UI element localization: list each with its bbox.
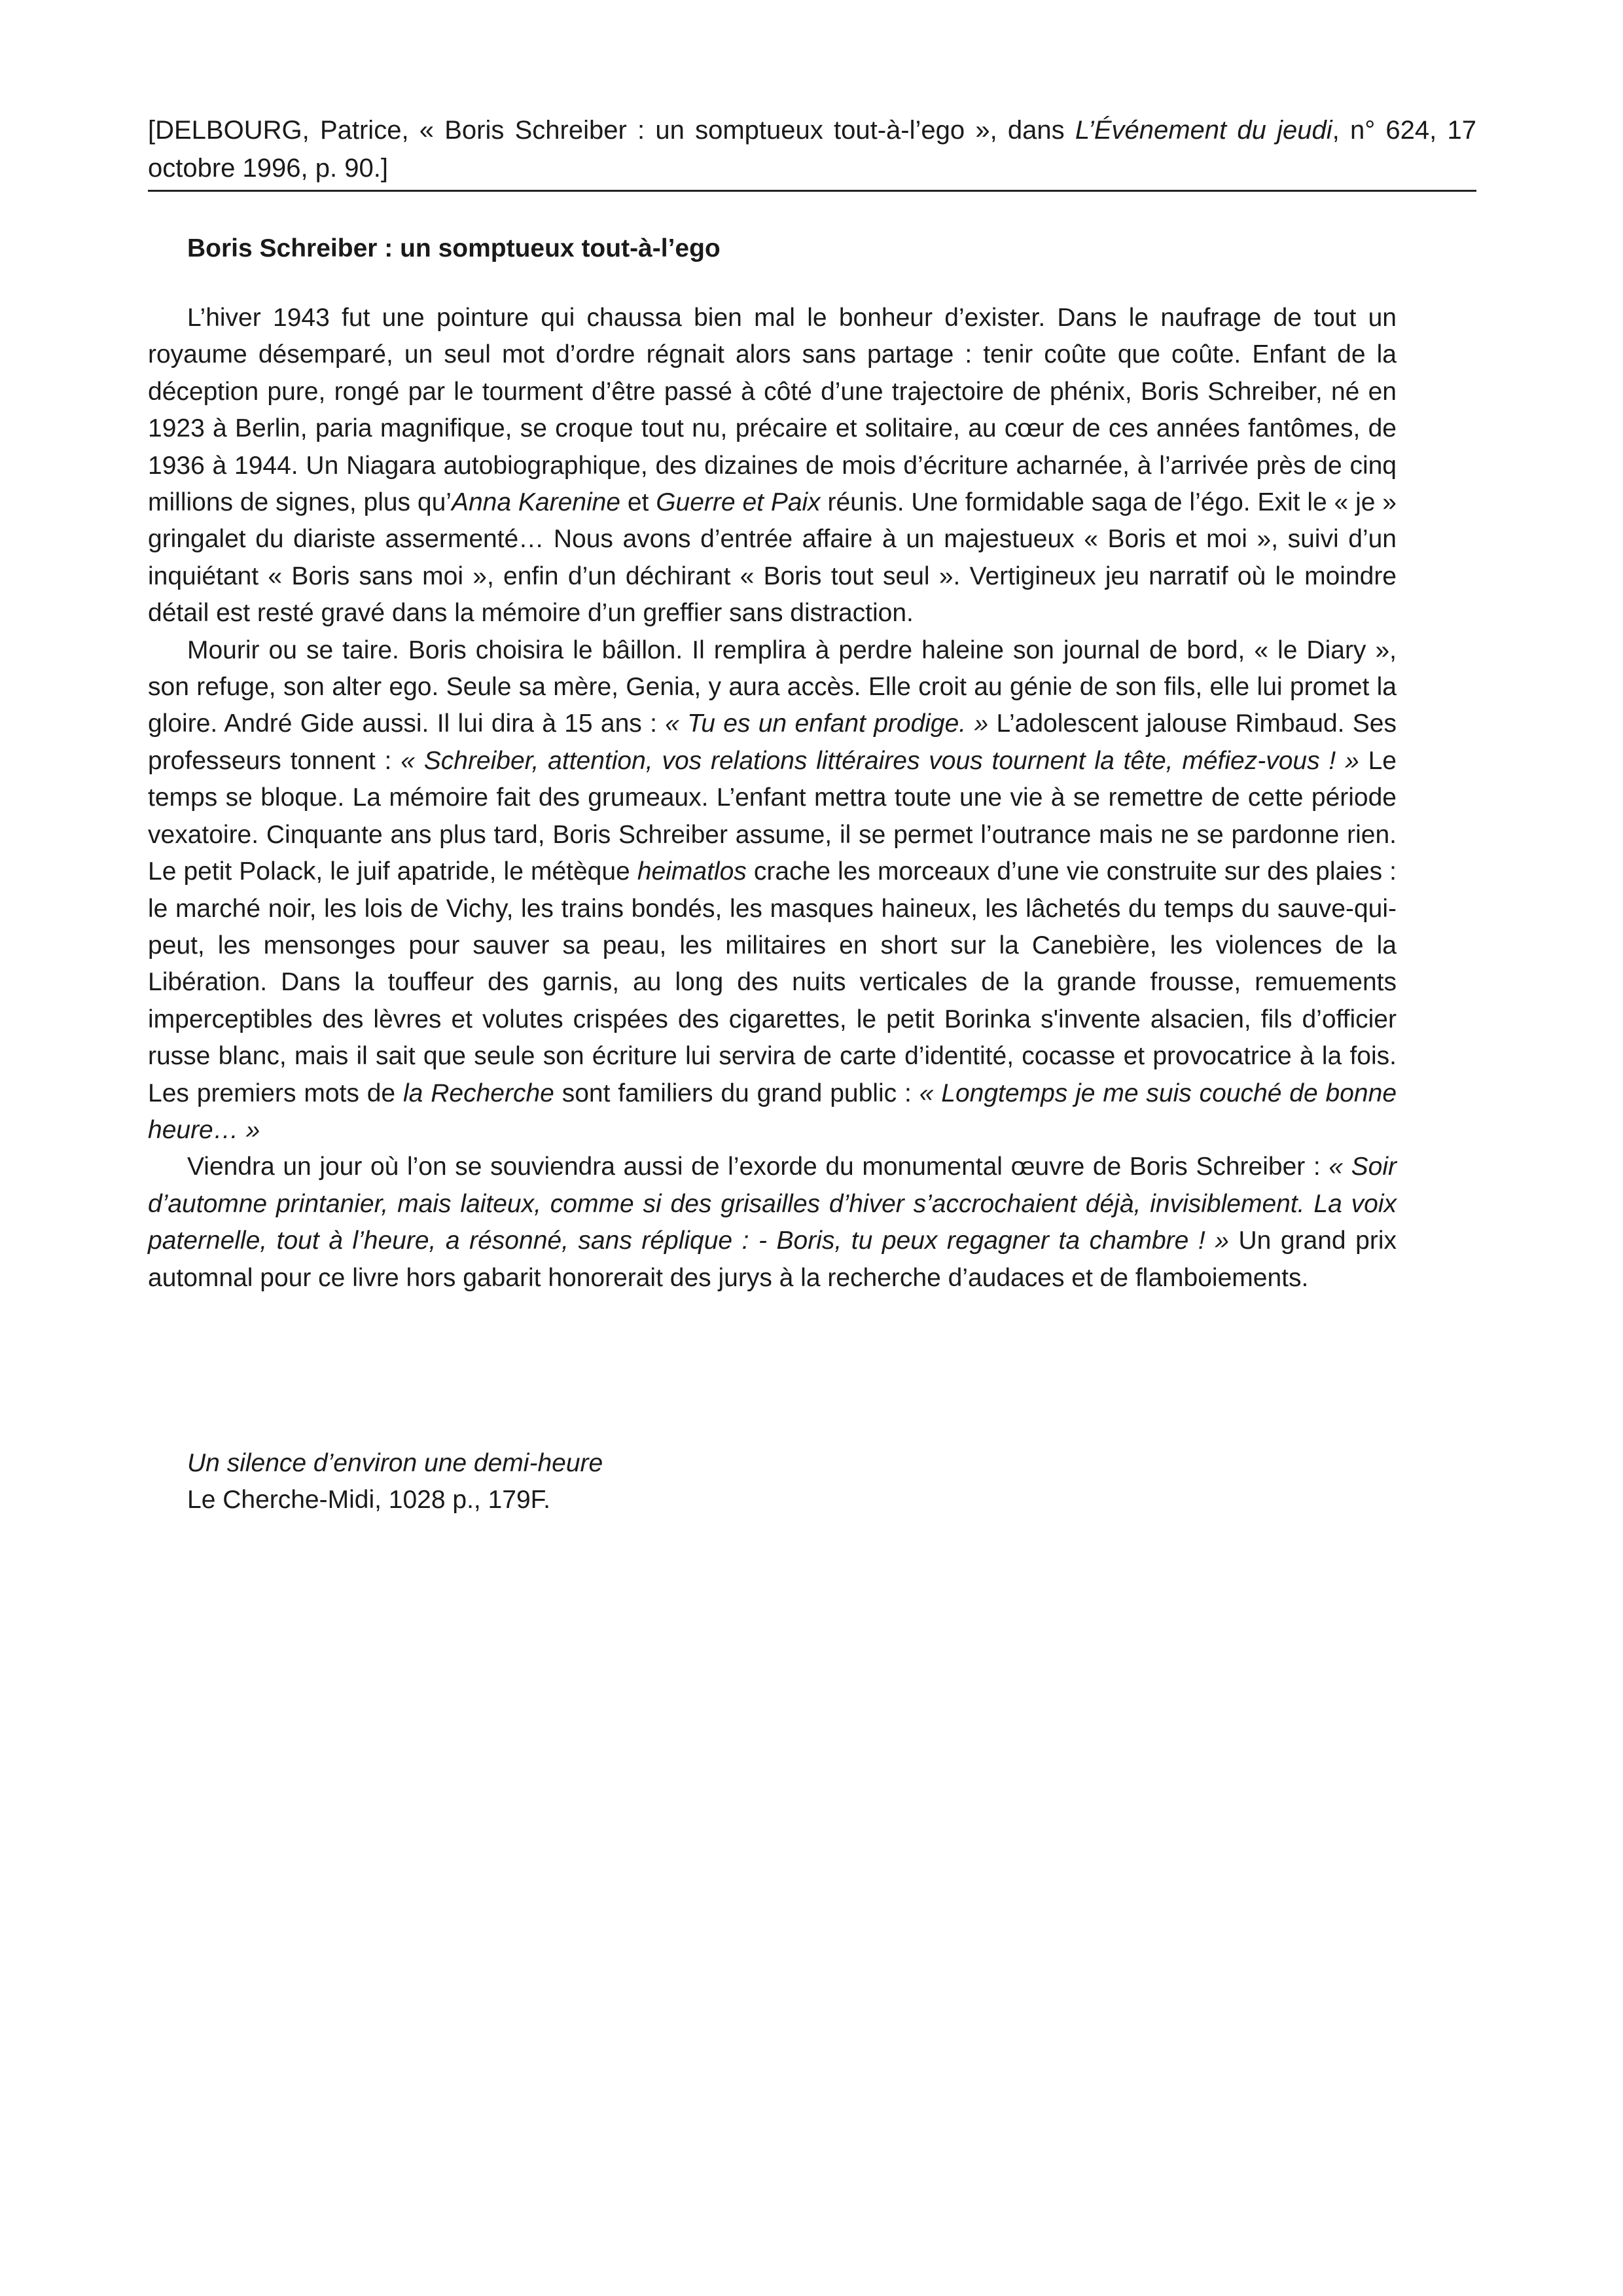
header-rule [148,190,1476,192]
paragraph-1 [148,300,1397,632]
p1-text-3: réunis. Une formidable saga de l’égo. Exit le « je » gringalet du diariste assermenté… Nous avons d’entrée affaire à un majestueux « Boris et moi », suivi d’un inquiétant « Boris sans moi », enfin d’un déchirant « Boris tout seul ». Vertigineux jeu narratif où le moindre détail est resté gravé dans la mémoire d’un greffier sans distraction. [148,488,1397,628]
p2-text-5: sont familiers du grand public : [554,1079,919,1107]
article-body [148,300,1397,1297]
p2-text-4: crache les morceaux d’une vie construite sur des plaies : le marché noir, les lois de Vichy, les trains bondés, les masques haineux, les lâchetés du temps du sauve-qui-peut, les mensonges pour sauver sa peau, les militaires en short sur la Canebière, les violences de la Libération. Dans la touffeur des garnis, au long des nuits verticales de la grande frousse, remuements imperceptibles des lèvres et volutes crispées des cigarettes, le petit Borinka s'invente alsacien, fils d’officier russe blanc, mais il sait que seule son écriture lui servira de carte d’identité, cocasse et provocatrice à la fois. Les premiers mots de [148,857,1397,1107]
p1-text-2: et [620,488,656,517]
citation-prefix: [DELBOURG, Patrice, « Boris Schreiber : un somptueux tout-à-l’ego », dans [148,116,1075,145]
paragraph-3 [148,1149,1397,1297]
p2-italic-4: la Recherche [402,1079,554,1107]
p2-text-3: Le temps se bloque. La mémoire fait des grumeaux. L’enfant mettra toute une vie à se remettre de cette période vexatoire. Cinquante ans plus tard, Boris Schreiber assume, il se permet l’outrance mais ne se pardonne rien. Le petit Polack, le juif apatride, le métèque [148,746,1397,886]
p2-italic-3: heimatlos [637,857,747,886]
p2-text-1: Mourir ou se taire. Boris choisira le bâillon. Il remplira à perdre haleine son journal de bord, « le Diary », son refuge, son alter ego. Seule sa mère, Genia, y aura accès. Elle croit au génie de son fils, elle lui promet la gloire. André Gide aussi. Il lui dira à 15 ans : [148,636,1397,738]
citation [148,111,1476,187]
citation-journal: L’Événement du jeudi [1075,116,1332,145]
p3-italic-1: « Soir d’automne printanier, mais laiteux, comme si des grisailles d’hiver s’accrochaient déjà, invisiblement. La voix paternelle, tout à l’heure, a résonné, sans réplique : - Boris, tu peux regagner ta chambre ! » [148,1153,1397,1255]
article-title: Boris Schreiber : un somptueux tout-à-l’ego [187,234,721,262]
p2-text-2: L’adolescent jalouse Rimbaud. Ses professeurs tonnent : [148,709,1397,775]
p1-text-1: L’hiver 1943 fut une pointure qui chaussa bien mal le bonheur d’exister. Dans le naufrage de tout un royaume désemparé, un seul mot d’ordre régnait alors sans partage : tenir coûte que coûte. Enfant de la déception pure, rongé par le tourment d’être passé à côté d’une trajectoire de phénix, Boris Schreiber, né en 1923 à Berlin, paria magnifique, se croque tout nu, précaire et solitaire, au cœur de ces années fantômes, de 1936 à 1944. Un Niagara autobiographique, des dizaines de mois d’écriture acharnée, à l’arrivée près de cinq millions de signes, plus qu’ [148,304,1397,517]
book-reference [187,1445,603,1518]
paragraph-2 [148,632,1397,1149]
p1-italic-2: Guerre et Paix [656,488,821,517]
citation-suffix: , n° 624, 17 octobre 1996, p. 90.] [148,116,1477,183]
p2-italic-2: « Schreiber, attention, vos relations littéraires vous tournent la tête, méfiez-vous ! » [401,746,1359,775]
p3-text-1: Viendra un jour où l’on se souviendra aussi de l’exorde du monumental œuvre de Boris Schreiber : [187,1153,1329,1181]
book-info: Le Cherche-Midi, 1028 p., 179F. [187,1486,550,1514]
book-title: Un silence d’environ une demi-heure [187,1449,603,1477]
p2-italic-5: « Longtemps je me suis couché de bonne heure… » [148,1079,1397,1144]
p1-italic-1: Anna Karenine [451,488,620,517]
p3-text-2: Un grand prix automnal pour ce livre hors gabarit honorerait des jurys à la recherche d’audaces et de flamboiements. [148,1227,1397,1292]
p2-italic-1: « Tu es un enfant prodige. » [665,709,989,738]
